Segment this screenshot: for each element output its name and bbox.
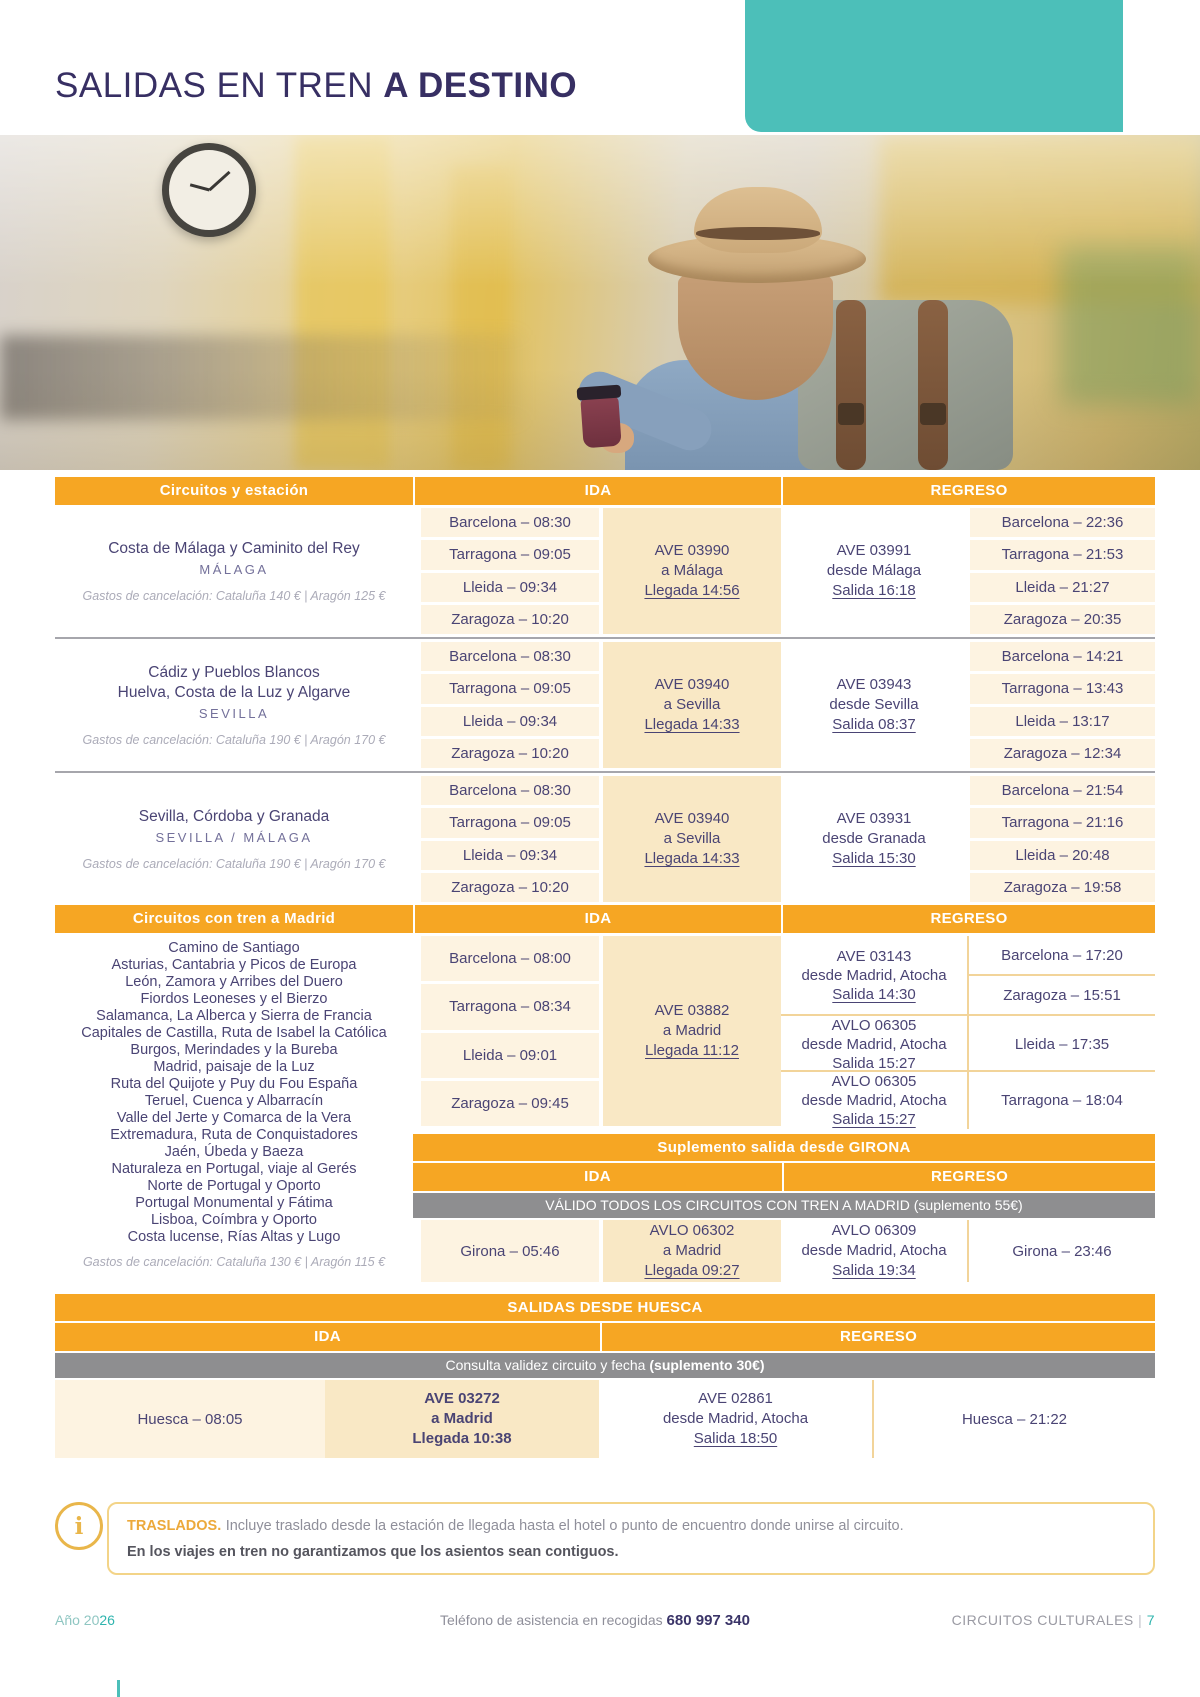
madrid-circuit-name: Portugal Monumental y Fátima (135, 1195, 333, 1211)
schedule-row (55, 776, 1155, 902)
ida-time: Lleida – 09:34 (421, 707, 599, 736)
train-time: Salida 15:30 (832, 850, 916, 867)
train-route: desde Madrid, Atocha (801, 966, 947, 984)
madrid-circuit-list (81, 940, 386, 1246)
circuit-cell (55, 508, 413, 634)
header-regreso: REGRESO (783, 905, 1155, 933)
ida-time: Barcelona – 08:30 (421, 776, 599, 805)
circuit-cell (55, 642, 413, 768)
straw-hat-band (696, 227, 820, 240)
madrid-circuit-name: Naturaleza en Portugal, viaje al Gerés (111, 1161, 357, 1177)
transfers-label: TRASLADOS. (127, 1518, 222, 1534)
station-photo (0, 135, 1200, 470)
train-number: AVE 03990 (654, 542, 730, 559)
train-number: AVLO 06305 (831, 1073, 917, 1090)
train-departure: Salida 18:50 (693, 1430, 778, 1447)
train-route: desde Granada (822, 830, 926, 847)
regreso-train-info (781, 1072, 967, 1129)
train-number: AVLO 06305 (831, 1017, 917, 1034)
regreso-time: Lleida – 21:27 (970, 573, 1155, 602)
cancellation-note: Gastos de cancelación: Cataluña 140 € | Aragón 125 € (82, 589, 386, 603)
transfers-note (127, 1517, 1135, 1535)
ida-times (413, 642, 603, 768)
regreso-time: Zaragoza – 19:58 (970, 873, 1155, 902)
header-ida: IDA (413, 1163, 782, 1191)
schedule-row (55, 642, 1155, 768)
train-origin: desde Madrid, Atocha (662, 1410, 809, 1427)
header-ida: IDA (415, 477, 781, 505)
ida-time: Lleida – 09:34 (421, 841, 599, 870)
row-separator (55, 637, 1155, 639)
regreso-time: Lleida – 17:35 (1014, 1036, 1110, 1053)
train-time: Salida 14:30 (832, 985, 916, 1003)
teal-corner-block (745, 0, 1123, 132)
regreso-train-info (781, 936, 967, 1014)
ida-time: Tarragona – 09:05 (421, 540, 599, 569)
header-ida: IDA (55, 1323, 600, 1351)
madrid-circuit-name: Camino de Santiago (168, 940, 300, 956)
train-route: a Sevilla (663, 696, 721, 713)
footer-brand (915, 1612, 1155, 1628)
coffee-cup (580, 396, 621, 449)
train-number: AVE 03940 (654, 676, 730, 693)
train-time: Salida 08:37 (832, 716, 916, 733)
huesca-row (55, 1380, 1155, 1458)
regreso-time: Tarragona – 21:53 (970, 540, 1155, 569)
header-regreso: REGRESO (784, 1163, 1155, 1191)
girona-row (413, 1220, 1155, 1282)
regreso-time: Tarragona – 13:43 (970, 674, 1155, 703)
madrid-circuit-name: Teruel, Cuenca y Albarracín (144, 1093, 324, 1109)
train-number: AVE 03943 (836, 676, 912, 693)
header-regreso: REGRESO (783, 477, 1155, 505)
huesca-regreso-train (599, 1380, 872, 1458)
footer-phone (275, 1612, 915, 1629)
note-supplement: (suplemento 30€) (649, 1357, 765, 1373)
regreso-train-info (781, 508, 967, 634)
circuit-title (118, 663, 351, 703)
backpack-strap (918, 300, 948, 470)
huesca-title: SALIDAS DESDE HUESCA (55, 1294, 1155, 1321)
main-rows (55, 508, 1155, 902)
row-separator (55, 771, 1155, 773)
regreso-train-info (781, 642, 967, 768)
regreso-time: Barcelona – 21:54 (970, 776, 1155, 805)
train-time: Salida 15:27 (832, 1055, 916, 1072)
circuit-title-line: Sevilla, Córdoba y Granada (138, 808, 330, 825)
ida-time: Barcelona – 08:30 (421, 508, 599, 537)
info-note (55, 1502, 1155, 1575)
train-route: a Málaga (661, 562, 723, 579)
madrid-regreso-blocks (781, 936, 1155, 1126)
train-number: AVE 03143 (836, 947, 912, 965)
ida-time: Zaragoza – 10:20 (421, 605, 599, 634)
madrid-schedule (413, 936, 1155, 1282)
footer-year (55, 1612, 275, 1628)
brand-label: CIRCUITOS CULTURALES (951, 1612, 1134, 1628)
ida-train-info (603, 936, 781, 1126)
transfers-text: Incluye traslado desde la estación de llegada hasta el hotel o punto de encuentro donde unirse al circuito. (225, 1518, 904, 1534)
train-time: Llegada 14:33 (644, 850, 740, 867)
clock-hand (208, 171, 230, 191)
train-departure: Salida 19:34 (832, 1262, 916, 1279)
madrid-circuit-name: Norte de Portugal y Oporto (147, 1178, 321, 1194)
madrid-circuit-name: Burgos, Merindades y la Bureba (130, 1042, 338, 1058)
train-number: AVE 03931 (836, 810, 912, 827)
train-number: AVLO 06309 (831, 1222, 917, 1239)
ida-train-info (603, 642, 781, 768)
train-arrival: Llegada 10:38 (412, 1430, 512, 1447)
girona-ida-train (603, 1220, 781, 1282)
page-title-bold: A DESTINO (383, 66, 578, 105)
regreso-time: Lleida – 13:17 (970, 707, 1155, 736)
madrid-circuit-name: Costa lucense, Rías Altas y Lugo (127, 1229, 341, 1245)
train-arrival: Llegada 09:27 (644, 1262, 740, 1279)
huesca-regreso-time: Huesca – 21:22 (872, 1380, 1155, 1458)
regreso-time: Barcelona – 17:20 (1001, 946, 1123, 964)
regreso-times (967, 936, 1155, 1014)
madrid-circuit-name: Lisboa, Coímbra y Oporto (150, 1212, 317, 1228)
train-number: AVE 03882 (654, 1002, 730, 1019)
regreso-time: Lleida – 20:48 (970, 841, 1155, 870)
header-madrid-circuits: Circuitos con tren a Madrid (55, 905, 413, 933)
regreso-time: Barcelona – 22:36 (970, 508, 1155, 537)
header-circuits: Circuitos y estación (55, 477, 413, 505)
regreso-train-info (781, 776, 967, 902)
fold-mark (117, 1680, 120, 1697)
regreso-times (967, 1016, 1155, 1073)
madrid-circuits-cell (55, 936, 413, 1282)
regreso-time: Barcelona – 14:21 (970, 642, 1155, 671)
madrid-section (55, 936, 1155, 1282)
madrid-circuit-name: Jaén, Úbeda y Baeza (164, 1144, 304, 1160)
regreso-times (967, 508, 1155, 634)
circuit-title-line: Costa de Málaga y Caminito del Rey (108, 540, 360, 557)
ida-train-info (603, 508, 781, 634)
regreso-time: Zaragoza – 20:35 (970, 605, 1155, 634)
train-number: AVE 02861 (698, 1390, 773, 1407)
circuit-cell (55, 776, 413, 902)
phone-label: Teléfono de asistencia en recogidas (440, 1612, 663, 1628)
train-time: Salida 15:27 (832, 1111, 916, 1128)
info-box (107, 1502, 1155, 1575)
ida-time: Lleida – 09:01 (421, 1033, 599, 1078)
ida-time: Tarragona – 08:34 (421, 984, 599, 1029)
circuit-station: MÁLAGA (199, 562, 269, 577)
madrid-circuit-name: Capitales de Castilla, Ruta de Isabel la Católica (81, 1025, 387, 1041)
madrid-circuit-name: Ruta del Quijote y Puy du Fou España (110, 1076, 358, 1092)
huesca-ida-time: Huesca – 08:05 (55, 1380, 325, 1458)
page-number: 7 (1146, 1612, 1155, 1628)
circuit-title (108, 539, 360, 559)
train-origin: desde Madrid, Atocha (801, 1242, 947, 1259)
regreso-times (967, 1072, 1155, 1129)
regreso-block (781, 1014, 1155, 1070)
huesca-section (55, 1294, 1155, 1458)
madrid-circuit-name: Asturias, Cantabria y Picos de Europa (111, 957, 357, 973)
ida-times (413, 776, 603, 902)
footer-separator: | (1138, 1612, 1143, 1628)
huesca-subheader (55, 1323, 1155, 1351)
madrid-circuit-name: Valle del Jerte y Comarca de la Vera (116, 1110, 352, 1126)
regreso-time: Zaragoza – 15:51 (969, 974, 1155, 1014)
train-time: Llegada 14:33 (644, 716, 740, 733)
circuit-station: SEVILLA (198, 706, 270, 721)
station-clock (162, 143, 256, 237)
ida-time: Barcelona – 08:00 (421, 936, 599, 981)
ida-train-info (603, 776, 781, 902)
seats-note: En los viajes en tren no garantizamos que los asientos sean contiguos. (127, 1544, 619, 1560)
page-title (55, 66, 577, 106)
main-table-header (55, 477, 1155, 505)
train-number: AVE 03940 (654, 810, 730, 827)
ida-time: Barcelona – 08:30 (421, 642, 599, 671)
madrid-table-header (55, 905, 1155, 933)
madrid-circuit-name: Extremadura, Ruta de Conquistadores (110, 1127, 358, 1143)
train-route: desde Sevilla (829, 696, 919, 713)
circuit-title-line: Cádiz y Pueblos Blancos (148, 664, 320, 681)
train-route: desde Madrid, Atocha (801, 1036, 947, 1053)
backpack-strap (836, 300, 866, 470)
ida-time: Zaragoza – 10:20 (421, 873, 599, 902)
girona-ida-time: Girona – 05:46 (421, 1220, 599, 1282)
header-ida: IDA (415, 905, 781, 933)
madrid-circuit-name: Fiordos Leoneses y el Bierzo (140, 991, 328, 1007)
ida-times (413, 508, 603, 634)
ida-time: Lleida – 09:34 (421, 573, 599, 602)
girona-regreso-train (781, 1220, 967, 1282)
ida-time: Zaragoza – 09:45 (421, 1081, 599, 1126)
ida-time: Tarragona – 09:05 (421, 808, 599, 837)
backpack-buckle (920, 403, 946, 425)
girona-regreso-time: Girona – 23:46 (967, 1220, 1155, 1282)
train-destination: a Madrid (431, 1410, 493, 1427)
train-destination: a Madrid (662, 1242, 722, 1259)
madrid-times-grid (413, 936, 1155, 1126)
clock-hand (189, 183, 209, 191)
circuit-title-line: Huelva, Costa de la Luz y Algarve (117, 684, 351, 701)
regreso-block (781, 936, 1155, 1014)
circuit-station: SEVILLA / MÁLAGA (155, 830, 313, 845)
page-title-regular: SALIDAS EN TREN (55, 66, 374, 105)
regreso-block (781, 1070, 1155, 1126)
ida-times (413, 936, 603, 1126)
ida-time: Tarragona – 09:05 (421, 674, 599, 703)
schedule-row (55, 508, 1155, 634)
train-number: AVE 03272 (424, 1390, 500, 1407)
regreso-train-info (781, 1016, 967, 1073)
girona-subheader (413, 1163, 1155, 1191)
backpack-buckle (838, 403, 864, 425)
ida-time: Zaragoza – 10:20 (421, 739, 599, 768)
girona-section (413, 1134, 1155, 1282)
train-arrival: Llegada 11:12 (645, 1042, 739, 1059)
schedule-tables (55, 477, 1155, 1575)
train-destination: a Madrid (662, 1022, 722, 1039)
regreso-time: Tarragona – 18:04 (1001, 1092, 1123, 1109)
phone-number: 680 997 340 (666, 1612, 750, 1629)
madrid-circuit-name: Madrid, paisaje de la Luz (153, 1059, 315, 1075)
cancellation-note: Gastos de cancelación: Cataluña 190 € | Aragón 170 € (82, 733, 386, 747)
train-route: desde Málaga (826, 562, 922, 579)
coffee-cup-lid (577, 385, 622, 401)
cancellation-note: Gastos de cancelación: Cataluña 130 € | Aragón 115 € (82, 1255, 386, 1269)
circuit-title (139, 807, 329, 827)
train-number: AVE 03991 (836, 542, 912, 559)
madrid-circuit-name: Salamanca, La Alberca y Sierra de Francia (96, 1008, 372, 1024)
train-number: AVLO 06302 (649, 1222, 735, 1239)
cancellation-note: Gastos de cancelación: Cataluña 190 € | Aragón 170 € (82, 857, 386, 871)
huesca-validity-note (55, 1353, 1155, 1378)
train-route: a Sevilla (663, 830, 721, 847)
girona-validity-note (413, 1193, 1155, 1218)
note-text: Consulta validez circuito y fecha (445, 1357, 646, 1373)
regreso-time: Zaragoza – 12:34 (970, 739, 1155, 768)
madrid-circuit-name: León, Zamora y Arribes del Duero (125, 974, 343, 990)
regreso-times (967, 776, 1155, 902)
header-regreso: REGRESO (602, 1323, 1155, 1351)
huesca-ida-train (325, 1380, 599, 1458)
train-time: Salida 16:18 (832, 582, 916, 599)
girona-title: Suplemento salida desde GIRONA (413, 1134, 1155, 1161)
regreso-times (967, 642, 1155, 768)
train-time: Llegada 14:56 (644, 582, 740, 599)
train-route: desde Madrid, Atocha (801, 1092, 947, 1109)
note-text: VÁLIDO TODOS LOS CIRCUITOS CON TREN A MADRID (545, 1197, 910, 1213)
year-prefix: Año 20 (55, 1612, 100, 1628)
page-footer (55, 1612, 1155, 1629)
regreso-time: Tarragona – 21:16 (970, 808, 1155, 837)
note-supplement: (suplemento 55€) (913, 1197, 1023, 1213)
info-icon: i (55, 1502, 103, 1550)
year-suffix: 26 (99, 1612, 115, 1628)
